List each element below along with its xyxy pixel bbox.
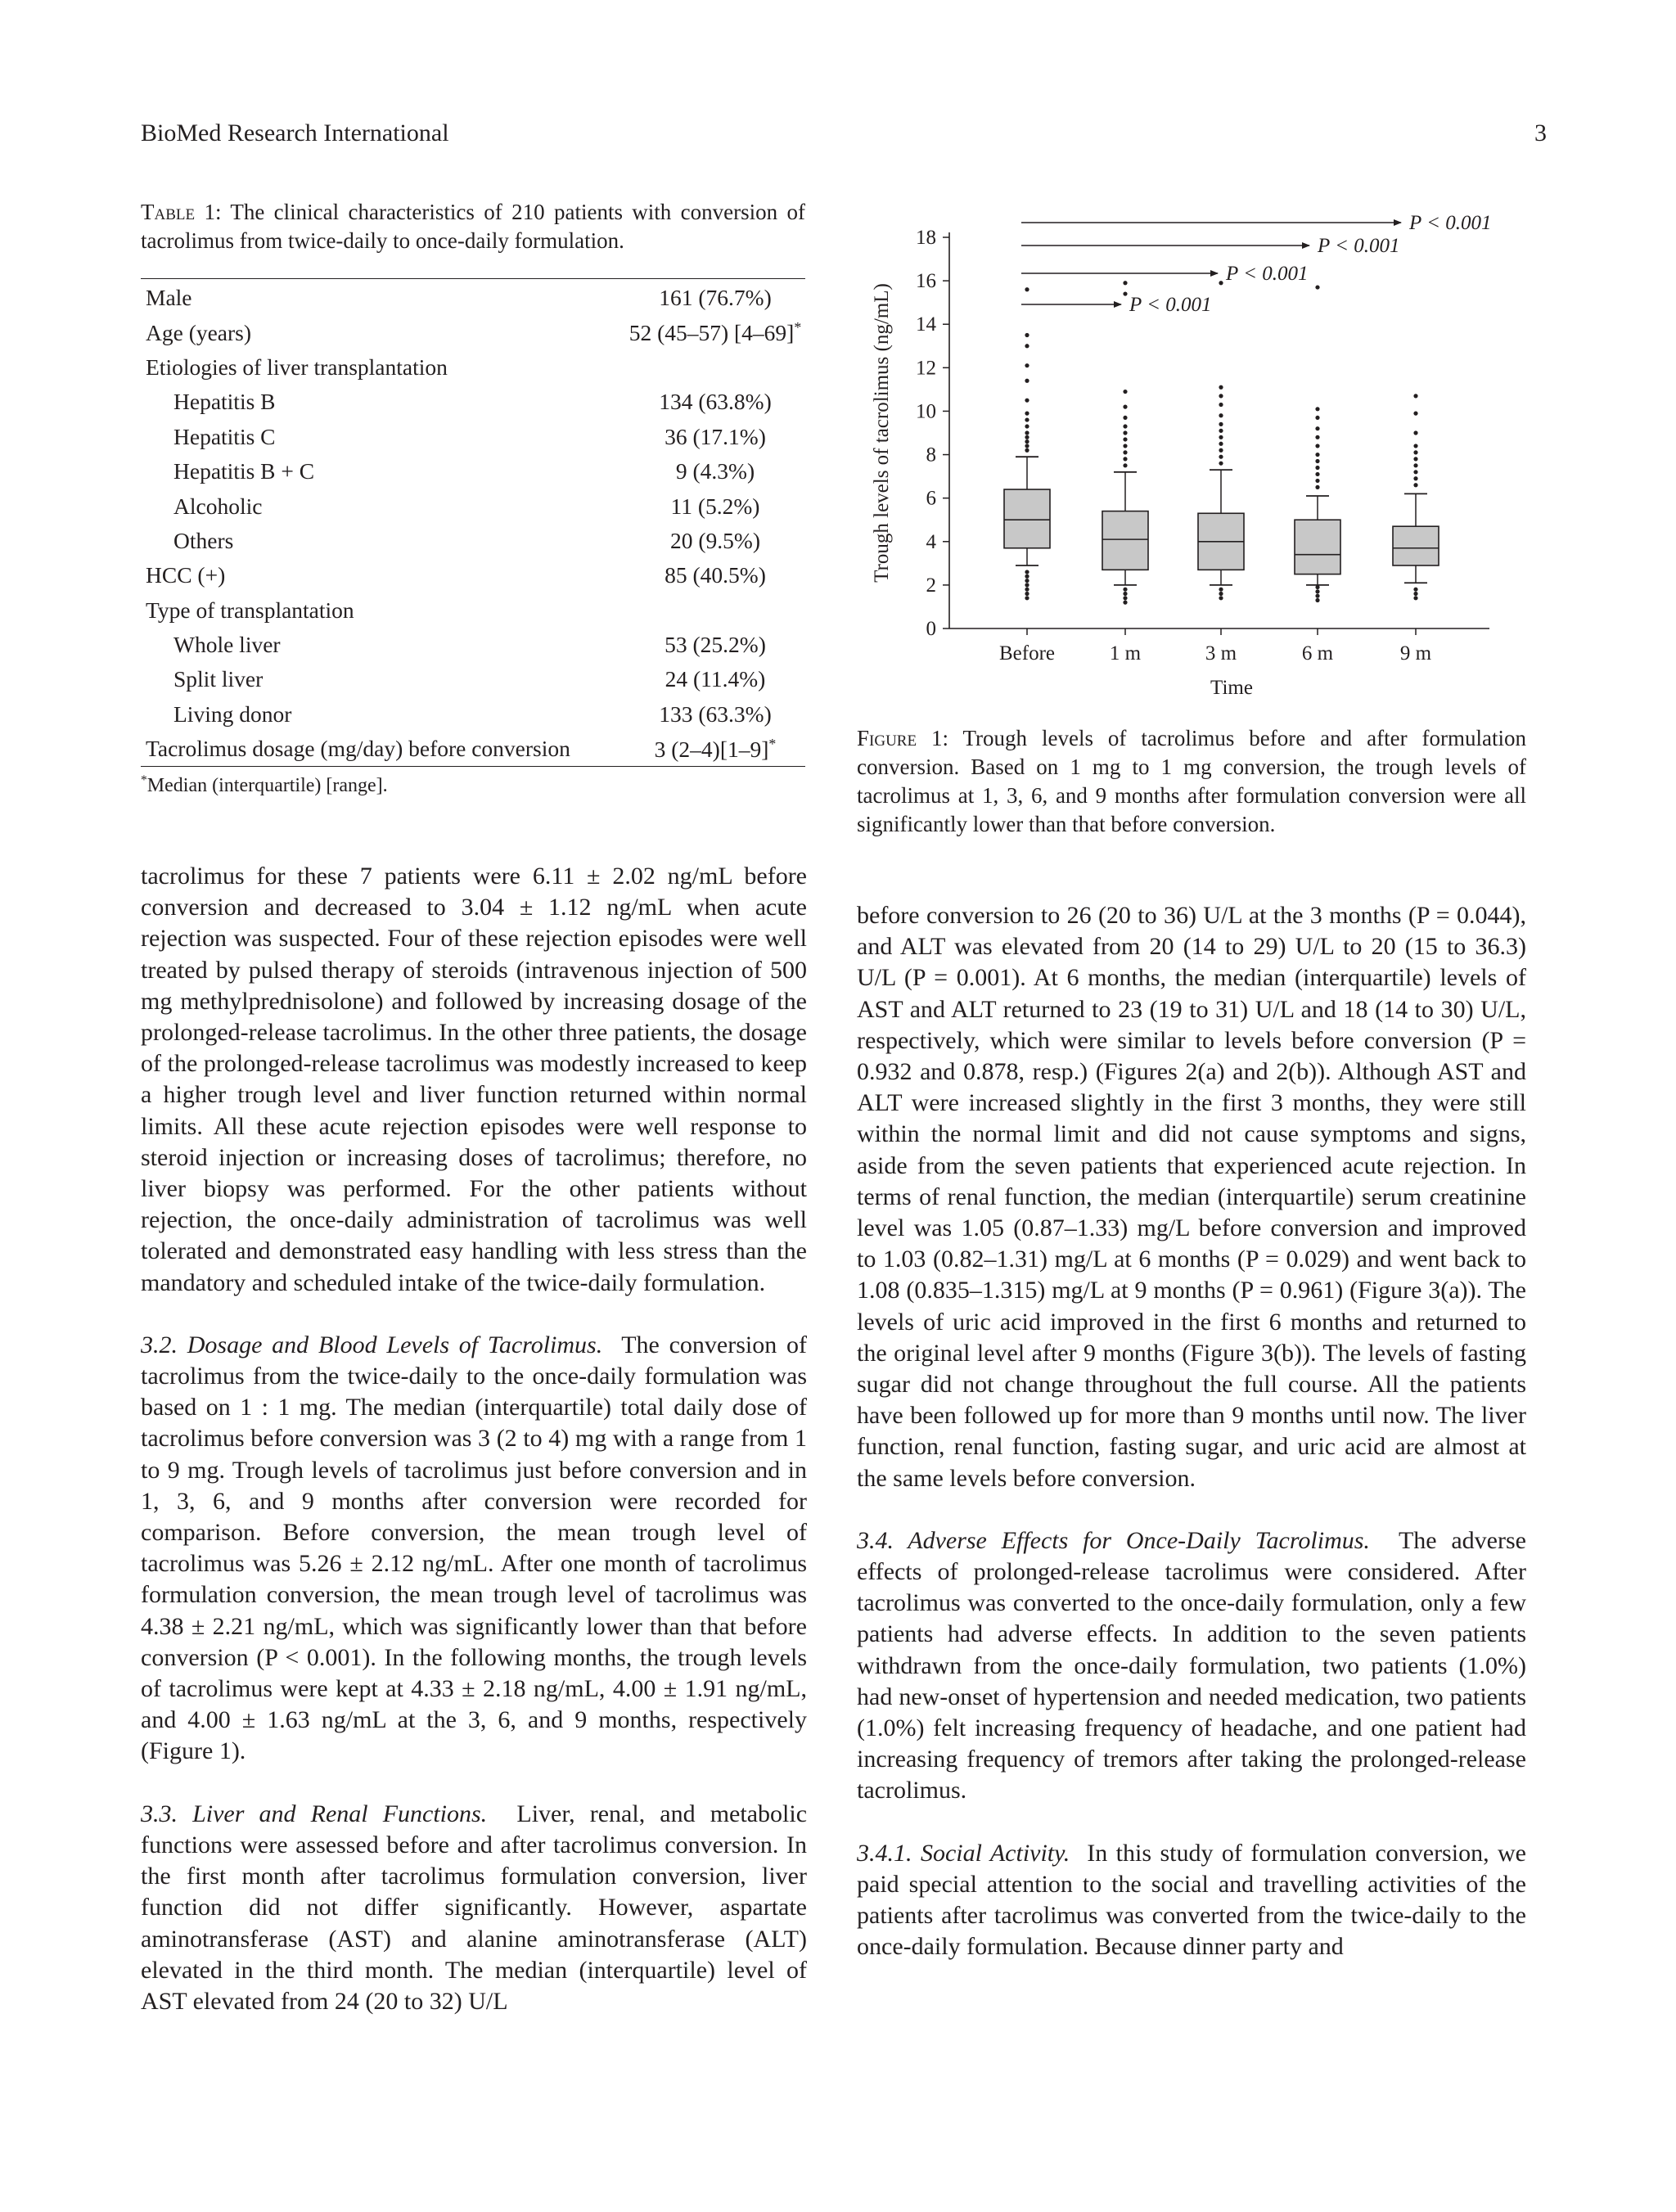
y-tick-label: 2 (926, 574, 936, 597)
row-label: Age (years) (146, 319, 252, 345)
table-row (141, 489, 805, 523)
table-row (141, 420, 805, 454)
outlier-point (1219, 455, 1223, 459)
journal-name: BioMed Research International (141, 119, 449, 146)
row-value: 9 (4.3%) (675, 458, 755, 484)
row-label: Male (146, 285, 192, 311)
outlier-point (1025, 444, 1029, 448)
outlier-point (1315, 598, 1319, 602)
row-value: 3 (2–4)[1–9]* (654, 735, 777, 762)
outlier-point (1413, 412, 1417, 416)
outlier-point (1413, 457, 1417, 461)
row-value: 133 (63.3%) (659, 701, 772, 727)
outlier-point (1219, 422, 1223, 426)
table-caption-text: The clinical characteristics of 210 patients with conversion of tacrolimus from twice-daily to once-daily formulation. (141, 200, 805, 253)
outlier-point (1025, 399, 1029, 403)
row-value: 11 (5.2%) (670, 493, 760, 519)
paragraph-liver-renal: before conversion to 26 (20 to 36) U/L at the 3 months (P = 0.044), and ALT was elevated from 20 (14 to 29) U/L to 20 (15 to 36.3) U/L (P = 0.001). At 6 months, the median (interquartile) levels of AST and ALT returned to 23 (19 to 31) U/L and 18 (14 to 30) U/L, respectively, which were similar to levels before conversion (P = 0.932 and 0.878, resp.) (Figures 2(a) and 2(b)). Although AST and ALT were increased slightly in the first 3 months, they were still within the normal limit and did not cause symptoms and signs, aside from the seven patients that experienced acute rejection. In terms of renal function, the median (interquartile) serum creatinine level was 1.05 (0.87–1.33) mg/L before conversion and improved to 1.03 (0.82–1.31) mg/L at 6 months (P = 0.029) and went back to 1.08 (0.835–1.315) mg/L at 9 months (P = 0.961) (Figure 3(a)). The levels of uric acid improved in the first 6 months and returned to the original level after 9 months (Figure 3(b)). The levels of fasting sugar did not change throughout the full course. All the patients have been followed up for more than 9 months until now. The liver function, renal function, fasting sugar, and uric acid are almost at the same levels before conversion. (857, 902, 1526, 1492)
outlier-point (1123, 437, 1127, 441)
outlier-point (1025, 379, 1029, 383)
outlier-point (1025, 363, 1029, 367)
y-tick-label: 18 (916, 227, 936, 249)
row-label: Etiologies of liver transplantation (146, 354, 448, 380)
section-text: Liver, renal, and metabolic functions were assessed before and after tacrolimus conversion. In the first month after tacrolimus formulation conversion, liver function did not differ significantly. However, aspartate aminotransferase (AST) and alanine aminotransferase (ALT) elevated in the third month. The median (interquartile) level of AST elevated from 24 (20 to 32) U/L (141, 1800, 808, 2015)
row-label: Type of transplantation (146, 597, 354, 623)
outlier-point (1025, 435, 1029, 439)
outlier-point (1025, 430, 1029, 435)
comparison-label: P < 0.001 (1226, 263, 1309, 285)
y-tick-label: 8 (926, 444, 936, 466)
outlier-point (1219, 429, 1223, 433)
outlier-point (1123, 457, 1127, 461)
outlier-point (1219, 413, 1223, 417)
section-heading: 3.3. Liver and Renal Functions. (141, 1800, 488, 1827)
figure-caption (857, 724, 1526, 839)
figure-1-boxplot (851, 195, 1530, 710)
outlier-point (1123, 416, 1127, 420)
y-tick-label: 6 (926, 487, 936, 510)
outlier-point (1025, 412, 1029, 416)
outlier-point (1025, 596, 1029, 600)
table-row (141, 454, 805, 489)
table-row (141, 315, 805, 349)
outlier-point (1025, 344, 1029, 348)
outlier-point (1413, 483, 1417, 487)
outlier-point (1123, 424, 1127, 428)
row-value: 53 (25.2%) (665, 632, 766, 658)
y-tick-label: 14 (916, 313, 936, 336)
outlier-point (1315, 585, 1319, 589)
outlier-point (1219, 592, 1223, 596)
comparison-label: P < 0.001 (1409, 212, 1492, 234)
outlier-point (1123, 430, 1127, 435)
outlier-point (1315, 589, 1319, 593)
table-row (141, 628, 805, 662)
running-head (141, 119, 1547, 152)
outlier-point (1413, 476, 1417, 480)
section-3-4-1 (857, 1838, 1526, 1963)
outlier-point (1219, 588, 1223, 592)
outlier-point (1219, 448, 1223, 453)
outlier-point (1413, 470, 1417, 474)
section-3-3 (141, 1799, 807, 2017)
row-value: 36 (17.1%) (665, 423, 766, 449)
box-iqr (1004, 489, 1050, 548)
outlier-point (1123, 588, 1127, 592)
outlier-point (1123, 463, 1127, 467)
x-tick-label: 1 m (1109, 642, 1142, 665)
outlier-point (1219, 442, 1223, 446)
outlier-point (1413, 430, 1417, 435)
figure-caption-text: Trough levels of tacrolimus before and after formulation conversion. Based on 1 mg to 1 mg conversion, the trough levels of tacrolimus at 1, 3, 6, and 9 months after formulation conversion were all significantly lower than that before conversion. (857, 726, 1526, 836)
outlier-point (1315, 472, 1319, 476)
outlier-point (1123, 601, 1127, 605)
outlier-point (1025, 583, 1029, 587)
outlier-point (1315, 416, 1319, 420)
row-value: 161 (76.7%) (659, 285, 772, 311)
row-label: HCC (+) (146, 562, 226, 588)
x-tick-label: 9 m (1399, 642, 1432, 665)
x-axis-label: Time (1210, 677, 1253, 699)
outlier-point (1413, 596, 1417, 600)
outlier-point (1315, 407, 1319, 411)
outlier-point (1315, 426, 1319, 430)
table-caption-label: Table 1: (141, 200, 222, 224)
row-value: 134 (63.8%) (659, 389, 772, 415)
body-left-column (141, 861, 807, 2017)
outlier-point (1315, 435, 1319, 439)
outlier-point (1413, 588, 1417, 592)
table-1 (141, 198, 805, 797)
table-caption (141, 198, 805, 255)
y-tick-label: 12 (916, 357, 936, 380)
outlier-point (1123, 390, 1127, 394)
outlier-point (1025, 333, 1029, 337)
box-iqr (1295, 520, 1340, 574)
outlier-point (1219, 403, 1223, 407)
outlier-point (1219, 596, 1223, 600)
table-row (141, 662, 805, 696)
outlier-point (1219, 394, 1223, 398)
outlier-point (1025, 579, 1029, 583)
outlier-point (1315, 466, 1319, 470)
y-tick-label: 4 (926, 530, 936, 553)
row-value (625, 350, 805, 385)
table-row (141, 524, 805, 558)
outlier-point (1219, 281, 1223, 285)
outlier-point (1219, 462, 1223, 466)
x-tick-label: 3 m (1205, 642, 1237, 665)
row-value: 24 (11.4%) (665, 666, 766, 692)
row-label: Hepatitis B + C (173, 458, 315, 484)
section-3-4 (857, 1525, 1526, 1807)
table-row (141, 593, 805, 628)
outlier-point (1123, 405, 1127, 409)
row-label: Hepatitis C (173, 423, 276, 449)
outlier-point (1219, 435, 1223, 439)
row-label: Alcoholic (173, 493, 263, 519)
outlier-point (1219, 385, 1223, 390)
y-tick-label: 0 (926, 618, 936, 640)
outlier-point (1315, 485, 1319, 489)
row-label: Others (173, 527, 234, 553)
paragraph-rejection: tacrolimus for these 7 patients were 6.11 ± 2.02 ng/mL before conversion and decreased to 3.04 ± 1.12 ng/mL when acute rejection was suspected. Four of these rejection episodes were well treated by pulsed therapy of steroids (intravenous injection of 500 mg methylprednisolone) and followed by increasing dosage of the prolonged-release tacrolimus. In the other three patients, the dosage of the prolonged-release tacrolimus was modestly increased to keep a higher trough level and liver function returned within normal limits. All these acute rejection episodes were well response to steroid injection or increasing doses of tacrolimus; therefore, no liver biopsy was performed. For the other patients without rejection, the once-daily administration of tacrolimus was well tolerated and demonstrated easy handling with less stress than the mandatory and scheduled intake of the twice-daily formulation. (141, 863, 807, 1296)
section-text: In this study of formulation conversion, we paid special attention to the social and travelling activities of the patients after tacrolimus was converted from the twice-daily to the once-daily formulation. Because dinner party and (857, 1839, 1527, 1961)
outlier-point (1123, 291, 1127, 295)
outlier-point (1025, 417, 1029, 421)
row-label: Hepatitis B (173, 389, 276, 415)
outlier-point (1025, 570, 1029, 574)
comparison-label: P < 0.001 (1129, 294, 1212, 316)
row-label: Tacrolimus dosage (mg/day) before conversion (146, 736, 570, 762)
y-axis-label: Trough levels of tacrolimus (ng/mL) (871, 283, 893, 583)
outlier-point (1315, 459, 1319, 463)
table-row (141, 697, 805, 732)
section-heading: 3.2. Dosage and Blood Levels of Tacrolimus. (141, 1331, 603, 1358)
outlier-point (1413, 463, 1417, 467)
outlier-point (1123, 596, 1127, 600)
body-right-column (857, 900, 1526, 1963)
row-value: 52 (45–57) [4–69]* (628, 319, 802, 346)
outlier-point (1413, 394, 1417, 398)
outlier-point (1315, 285, 1319, 289)
row-label: Split liver (173, 666, 264, 692)
outlier-point (1025, 439, 1029, 444)
outlier-point (1025, 287, 1029, 291)
row-label: Whole liver (173, 632, 281, 658)
page-number: 3 (1534, 119, 1547, 146)
box-iqr (1393, 526, 1439, 565)
outlier-point (1413, 450, 1417, 454)
box-iqr (1102, 511, 1148, 570)
outlier-point (1025, 574, 1029, 579)
outlier-point (1123, 281, 1127, 285)
outlier-point (1413, 444, 1417, 448)
outlier-point (1315, 594, 1319, 598)
table-row (141, 558, 805, 592)
outlier-point (1315, 444, 1319, 448)
section-text: The adverse effects of prolonged-release tacrolimus were considered. After tacrolimus was converted to the once-daily formulation, only a few patients had adverse effects. In addition to the seven patients withdrawn from the once-daily formulation, two patients (1.0%) had new-onset of hypertension and needed medication, two patients (1.0%) felt increasing frequency of headache, and one patient had increasing frequency of tremors after taking the prolonged-release tacrolimus. (857, 1526, 1526, 1804)
table-row (141, 385, 805, 419)
outlier-point (1025, 592, 1029, 596)
table-row (141, 350, 805, 385)
comparison-label: P < 0.001 (1318, 235, 1400, 257)
x-tick-label: 6 m (1301, 642, 1334, 665)
outlier-point (1315, 453, 1319, 457)
section-heading: 3.4.1. Social Activity. (857, 1839, 1070, 1867)
row-label: Living donor (173, 701, 292, 727)
x-tick-label: Before (998, 642, 1056, 665)
outlier-point (1413, 592, 1417, 596)
outlier-point (1123, 592, 1127, 596)
outlier-point (1025, 448, 1029, 453)
table-row (141, 279, 805, 316)
row-value: 85 (40.5%) (665, 562, 766, 588)
characteristics-table (141, 278, 805, 767)
section-heading: 3.4. Adverse Effects for Once-Daily Tacrolimus. (857, 1526, 1370, 1554)
y-tick-label: 16 (916, 270, 936, 293)
table-footnote: *Median (interquartile) [range]. (141, 773, 388, 797)
outlier-point (1025, 588, 1029, 592)
section-3-2 (141, 1330, 807, 1768)
y-tick-label: 10 (916, 400, 936, 423)
row-value: 20 (9.5%) (670, 527, 760, 553)
outlier-point (1315, 479, 1319, 483)
outlier-point (1123, 450, 1127, 454)
row-value (625, 593, 805, 628)
figure-caption-label: Figure 1: (857, 726, 949, 750)
outlier-point (1025, 424, 1029, 428)
section-text: The conversion of tacrolimus from the twice-daily to the once-daily formulation was based on 1 : 1 mg. The median (interquartile) total daily dose of tacrolimus before conversion was 3 (2 to 4) mg with a range from 1 to 9 mg. Trough levels of tacrolimus just before conversion and in 1, 3, 6, and 9 months after conversion were recorded for comparison. Before conversion, the mean trough level of tacrolimus was 5.26 ± 2.12 ng/mL. After one month of tacrolimus formulation conversion, the mean trough level of tacrolimus was 4.38 ± 2.21 ng/mL, which was significantly lower than that before conversion (P < 0.001). In the following months, the trough levels of tacrolimus were kept at 4.33 ± 2.18 ng/mL, 4.00 ± 1.91 ng/mL, and 4.00 ± 1.63 ng/mL at the 3, 6, and 9 months, respectively (Figure 1). (141, 1331, 807, 1765)
outlier-point (1123, 444, 1127, 448)
table-row (141, 732, 805, 767)
